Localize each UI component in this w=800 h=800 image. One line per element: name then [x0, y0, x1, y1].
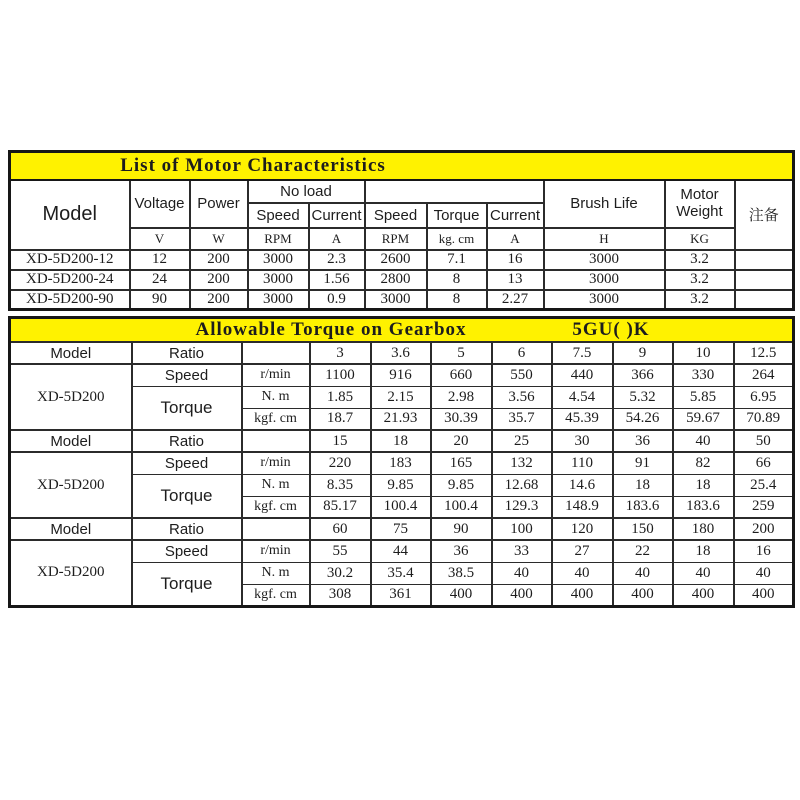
th-load-current: Current: [487, 203, 544, 228]
torque-kgfcm-value: 54.26: [613, 408, 673, 430]
torque-nm-value: 6.95: [734, 386, 794, 408]
unit-nm: N. m: [242, 562, 310, 584]
ratio-unit-empty: [242, 342, 310, 364]
cell-remark: [735, 290, 794, 310]
th-model: Model: [10, 342, 132, 364]
cell-voltage: 90: [130, 290, 190, 310]
speed-value: 22: [613, 540, 673, 562]
ratio-value: 20: [431, 430, 492, 452]
ratio-unit-empty: [242, 518, 310, 540]
unit-current: A: [487, 228, 544, 250]
torque-nm-value: 1.85: [310, 386, 371, 408]
table2-gearbox-code: 5GU( )K: [572, 319, 650, 340]
th-torque: Torque: [132, 562, 242, 606]
speed-value: 91: [613, 452, 673, 474]
table-row: [10, 250, 794, 270]
torque-nm-value: 12.68: [492, 474, 552, 496]
speed-value: 66: [734, 452, 794, 474]
torque-kgfcm-value: 400: [673, 584, 734, 606]
ratio-value: 180: [673, 518, 734, 540]
unit-rmin: r/min: [242, 452, 310, 474]
unit-brush-life: H: [544, 228, 665, 250]
ratio-value: 25: [492, 430, 552, 452]
ratio-value: 18: [371, 430, 431, 452]
ratio-value: 200: [734, 518, 794, 540]
unit-noload-current: A: [309, 228, 365, 250]
speed-row: [10, 364, 794, 386]
speed-value: 1100: [310, 364, 371, 386]
speed-value: 16: [734, 540, 794, 562]
cell-power: 200: [190, 250, 248, 270]
torque-nm-value: 4.54: [552, 386, 613, 408]
torque-nm-value: 35.4: [371, 562, 431, 584]
th-model: Model: [10, 180, 130, 250]
ratio-unit-empty: [242, 430, 310, 452]
cell-model-name: XD-5D200: [10, 540, 132, 606]
speed-value: 44: [371, 540, 431, 562]
torque-nm-value: 40: [734, 562, 794, 584]
speed-value: 55: [310, 540, 371, 562]
cell-remark: [735, 270, 794, 290]
cell-weight: 3.2: [665, 270, 735, 290]
cell-model: XD-5D200-90: [10, 290, 130, 310]
torque-kgfcm-value: 400: [613, 584, 673, 606]
th-load-empty: [365, 180, 544, 203]
th-noload-current: Current: [309, 203, 365, 228]
cell-power: 200: [190, 270, 248, 290]
th-no-load: No load: [248, 180, 365, 203]
cell-nl-current: 0.9: [309, 290, 365, 310]
torque-kgfcm-value: 21.93: [371, 408, 431, 430]
cell-torque: 7.1: [427, 250, 487, 270]
unit-rmin: r/min: [242, 540, 310, 562]
th-speed: Speed: [132, 540, 242, 562]
unit-kgfcm: kgf. cm: [242, 496, 310, 518]
ratio-value: 36: [613, 430, 673, 452]
th-torque: Torque: [132, 474, 242, 518]
cell-speed: 2800: [365, 270, 427, 290]
th-noload-speed: Speed: [248, 203, 309, 228]
unit-speed: RPM: [365, 228, 427, 250]
cell-weight: 3.2: [665, 250, 735, 270]
torque-kgfcm-value: 183.6: [673, 496, 734, 518]
unit-power: W: [190, 228, 248, 250]
ratio-value: 150: [613, 518, 673, 540]
th-speed: Speed: [132, 452, 242, 474]
torque-kgfcm-value: 70.89: [734, 408, 794, 430]
speed-value: 220: [310, 452, 371, 474]
ratio-value: 60: [310, 518, 371, 540]
torque-kgfcm-value: 35.7: [492, 408, 552, 430]
torque-nm-value: 25.4: [734, 474, 794, 496]
torque-nm-value: 30.2: [310, 562, 371, 584]
torque-kgfcm-value: 183.6: [613, 496, 673, 518]
cell-brush-life: 3000: [544, 290, 665, 310]
ratio-value: 40: [673, 430, 734, 452]
ratio-value: 9: [613, 342, 673, 364]
th-voltage: Voltage: [130, 180, 190, 228]
torque-nm-value: 14.6: [552, 474, 613, 496]
th-motor-weight: Motor Weight: [665, 180, 735, 228]
motor-characteristics-table: [8, 150, 795, 311]
ratio-value: 15: [310, 430, 371, 452]
ratio-value: 7.5: [552, 342, 613, 364]
speed-value: 33: [492, 540, 552, 562]
speed-value: 330: [673, 364, 734, 386]
torque-nm-value: 40: [492, 562, 552, 584]
th-ratio: Ratio: [132, 518, 242, 540]
cell-model: XD-5D200-12: [10, 250, 130, 270]
cell-nl-current: 2.3: [309, 250, 365, 270]
ratio-value: 100: [492, 518, 552, 540]
ratio-value: 120: [552, 518, 613, 540]
cell-torque: 8: [427, 270, 487, 290]
cell-nl-current: 1.56: [309, 270, 365, 290]
cell-current: 13: [487, 270, 544, 290]
torque-nm-value: 40: [552, 562, 613, 584]
th-remark: 注备: [735, 180, 794, 250]
unit-nm: N. m: [242, 474, 310, 496]
cell-model-name: XD-5D200: [10, 364, 132, 430]
th-ratio: Ratio: [132, 430, 242, 452]
speed-value: 18: [673, 540, 734, 562]
ratio-header-row: [10, 342, 794, 364]
cell-current: 2.27: [487, 290, 544, 310]
ratio-value: 50: [734, 430, 794, 452]
cell-model-name: XD-5D200: [10, 452, 132, 518]
th-load-speed: Speed: [365, 203, 427, 228]
cell-power: 200: [190, 290, 248, 310]
torque-kgfcm-value: 30.39: [431, 408, 492, 430]
ratio-value: 10: [673, 342, 734, 364]
table-row: [10, 290, 794, 310]
torque-nm-value: 5.32: [613, 386, 673, 408]
table2-title: Allowable Torque on Gearbox: [195, 319, 467, 340]
th-load-torque: Torque: [427, 203, 487, 228]
speed-value: 916: [371, 364, 431, 386]
torque-nm-value: 2.15: [371, 386, 431, 408]
torque-kgfcm-value: 129.3: [492, 496, 552, 518]
torque-nm-value: 3.56: [492, 386, 552, 408]
th-model: Model: [10, 430, 132, 452]
ratio-header-row: [10, 430, 794, 452]
cell-speed: 2600: [365, 250, 427, 270]
speed-value: 27: [552, 540, 613, 562]
cell-remark: [735, 250, 794, 270]
gearbox-torque-table: [8, 316, 795, 608]
torque-kgfcm-value: 59.67: [673, 408, 734, 430]
torque-kgfcm-value: 400: [492, 584, 552, 606]
unit-torque: kg. cm: [427, 228, 487, 250]
ratio-value: 90: [431, 518, 492, 540]
speed-value: 366: [613, 364, 673, 386]
torque-nm-value: 9.85: [431, 474, 492, 496]
ratio-value: 3.6: [371, 342, 431, 364]
ratio-header-row: [10, 518, 794, 540]
ratio-value: 5: [431, 342, 492, 364]
unit-rmin: r/min: [242, 364, 310, 386]
speed-value: 165: [431, 452, 492, 474]
speed-value: 36: [431, 540, 492, 562]
speed-value: 660: [431, 364, 492, 386]
table1-title: List of Motor Characteristics: [120, 154, 386, 176]
torque-nm-value: 40: [613, 562, 673, 584]
torque-kgfcm-value: 85.17: [310, 496, 371, 518]
cell-nl-speed: 3000: [248, 290, 309, 310]
torque-kgfcm-value: 400: [431, 584, 492, 606]
speed-value: 82: [673, 452, 734, 474]
torque-kgfcm-value: 361: [371, 584, 431, 606]
unit-voltage: V: [130, 228, 190, 250]
cell-nl-speed: 3000: [248, 250, 309, 270]
torque-kgfcm-value: 100.4: [431, 496, 492, 518]
torque-nm-value: 40: [673, 562, 734, 584]
torque-kgfcm-value: 148.9: [552, 496, 613, 518]
table-row: [10, 270, 794, 290]
torque-kgfcm-value: 259: [734, 496, 794, 518]
cell-torque: 8: [427, 290, 487, 310]
torque-nm-value: 2.98: [431, 386, 492, 408]
table2-title-bar: [10, 318, 794, 343]
speed-value: 550: [492, 364, 552, 386]
cell-voltage: 12: [130, 250, 190, 270]
table1-title-bar: [10, 152, 794, 180]
ratio-value: 30: [552, 430, 613, 452]
cell-speed: 3000: [365, 290, 427, 310]
torque-kgfcm-value: 100.4: [371, 496, 431, 518]
torque-kgfcm-value: 18.7: [310, 408, 371, 430]
cell-brush-life: 3000: [544, 270, 665, 290]
unit-weight: KG: [665, 228, 735, 250]
th-ratio: Ratio: [132, 342, 242, 364]
unit-kgfcm: kgf. cm: [242, 584, 310, 606]
ratio-value: 3: [310, 342, 371, 364]
speed-value: 183: [371, 452, 431, 474]
torque-nm-value: 18: [613, 474, 673, 496]
th-power: Power: [190, 180, 248, 228]
ratio-value: 12.5: [734, 342, 794, 364]
unit-noload-speed: RPM: [248, 228, 309, 250]
unit-nm: N. m: [242, 386, 310, 408]
torque-kgfcm-value: 400: [552, 584, 613, 606]
speed-value: 264: [734, 364, 794, 386]
th-model: Model: [10, 518, 132, 540]
cell-nl-speed: 3000: [248, 270, 309, 290]
torque-nm-value: 5.85: [673, 386, 734, 408]
torque-kgfcm-value: 45.39: [552, 408, 613, 430]
th-speed: Speed: [132, 364, 242, 386]
cell-current: 16: [487, 250, 544, 270]
torque-nm-value: 18: [673, 474, 734, 496]
speed-value: 132: [492, 452, 552, 474]
speed-row: [10, 452, 794, 474]
cell-model: XD-5D200-24: [10, 270, 130, 290]
speed-value: 440: [552, 364, 613, 386]
speed-value: 110: [552, 452, 613, 474]
cell-voltage: 24: [130, 270, 190, 290]
ratio-value: 75: [371, 518, 431, 540]
torque-nm-value: 8.35: [310, 474, 371, 496]
cell-weight: 3.2: [665, 290, 735, 310]
speed-row: [10, 540, 794, 562]
torque-kgfcm-value: 400: [734, 584, 794, 606]
cell-brush-life: 3000: [544, 250, 665, 270]
th-brush-life: Brush Life: [544, 180, 665, 228]
ratio-value: 6: [492, 342, 552, 364]
torque-kgfcm-value: 308: [310, 584, 371, 606]
torque-nm-value: 38.5: [431, 562, 492, 584]
torque-nm-value: 9.85: [371, 474, 431, 496]
unit-kgfcm: kgf. cm: [242, 408, 310, 430]
th-torque: Torque: [132, 386, 242, 430]
